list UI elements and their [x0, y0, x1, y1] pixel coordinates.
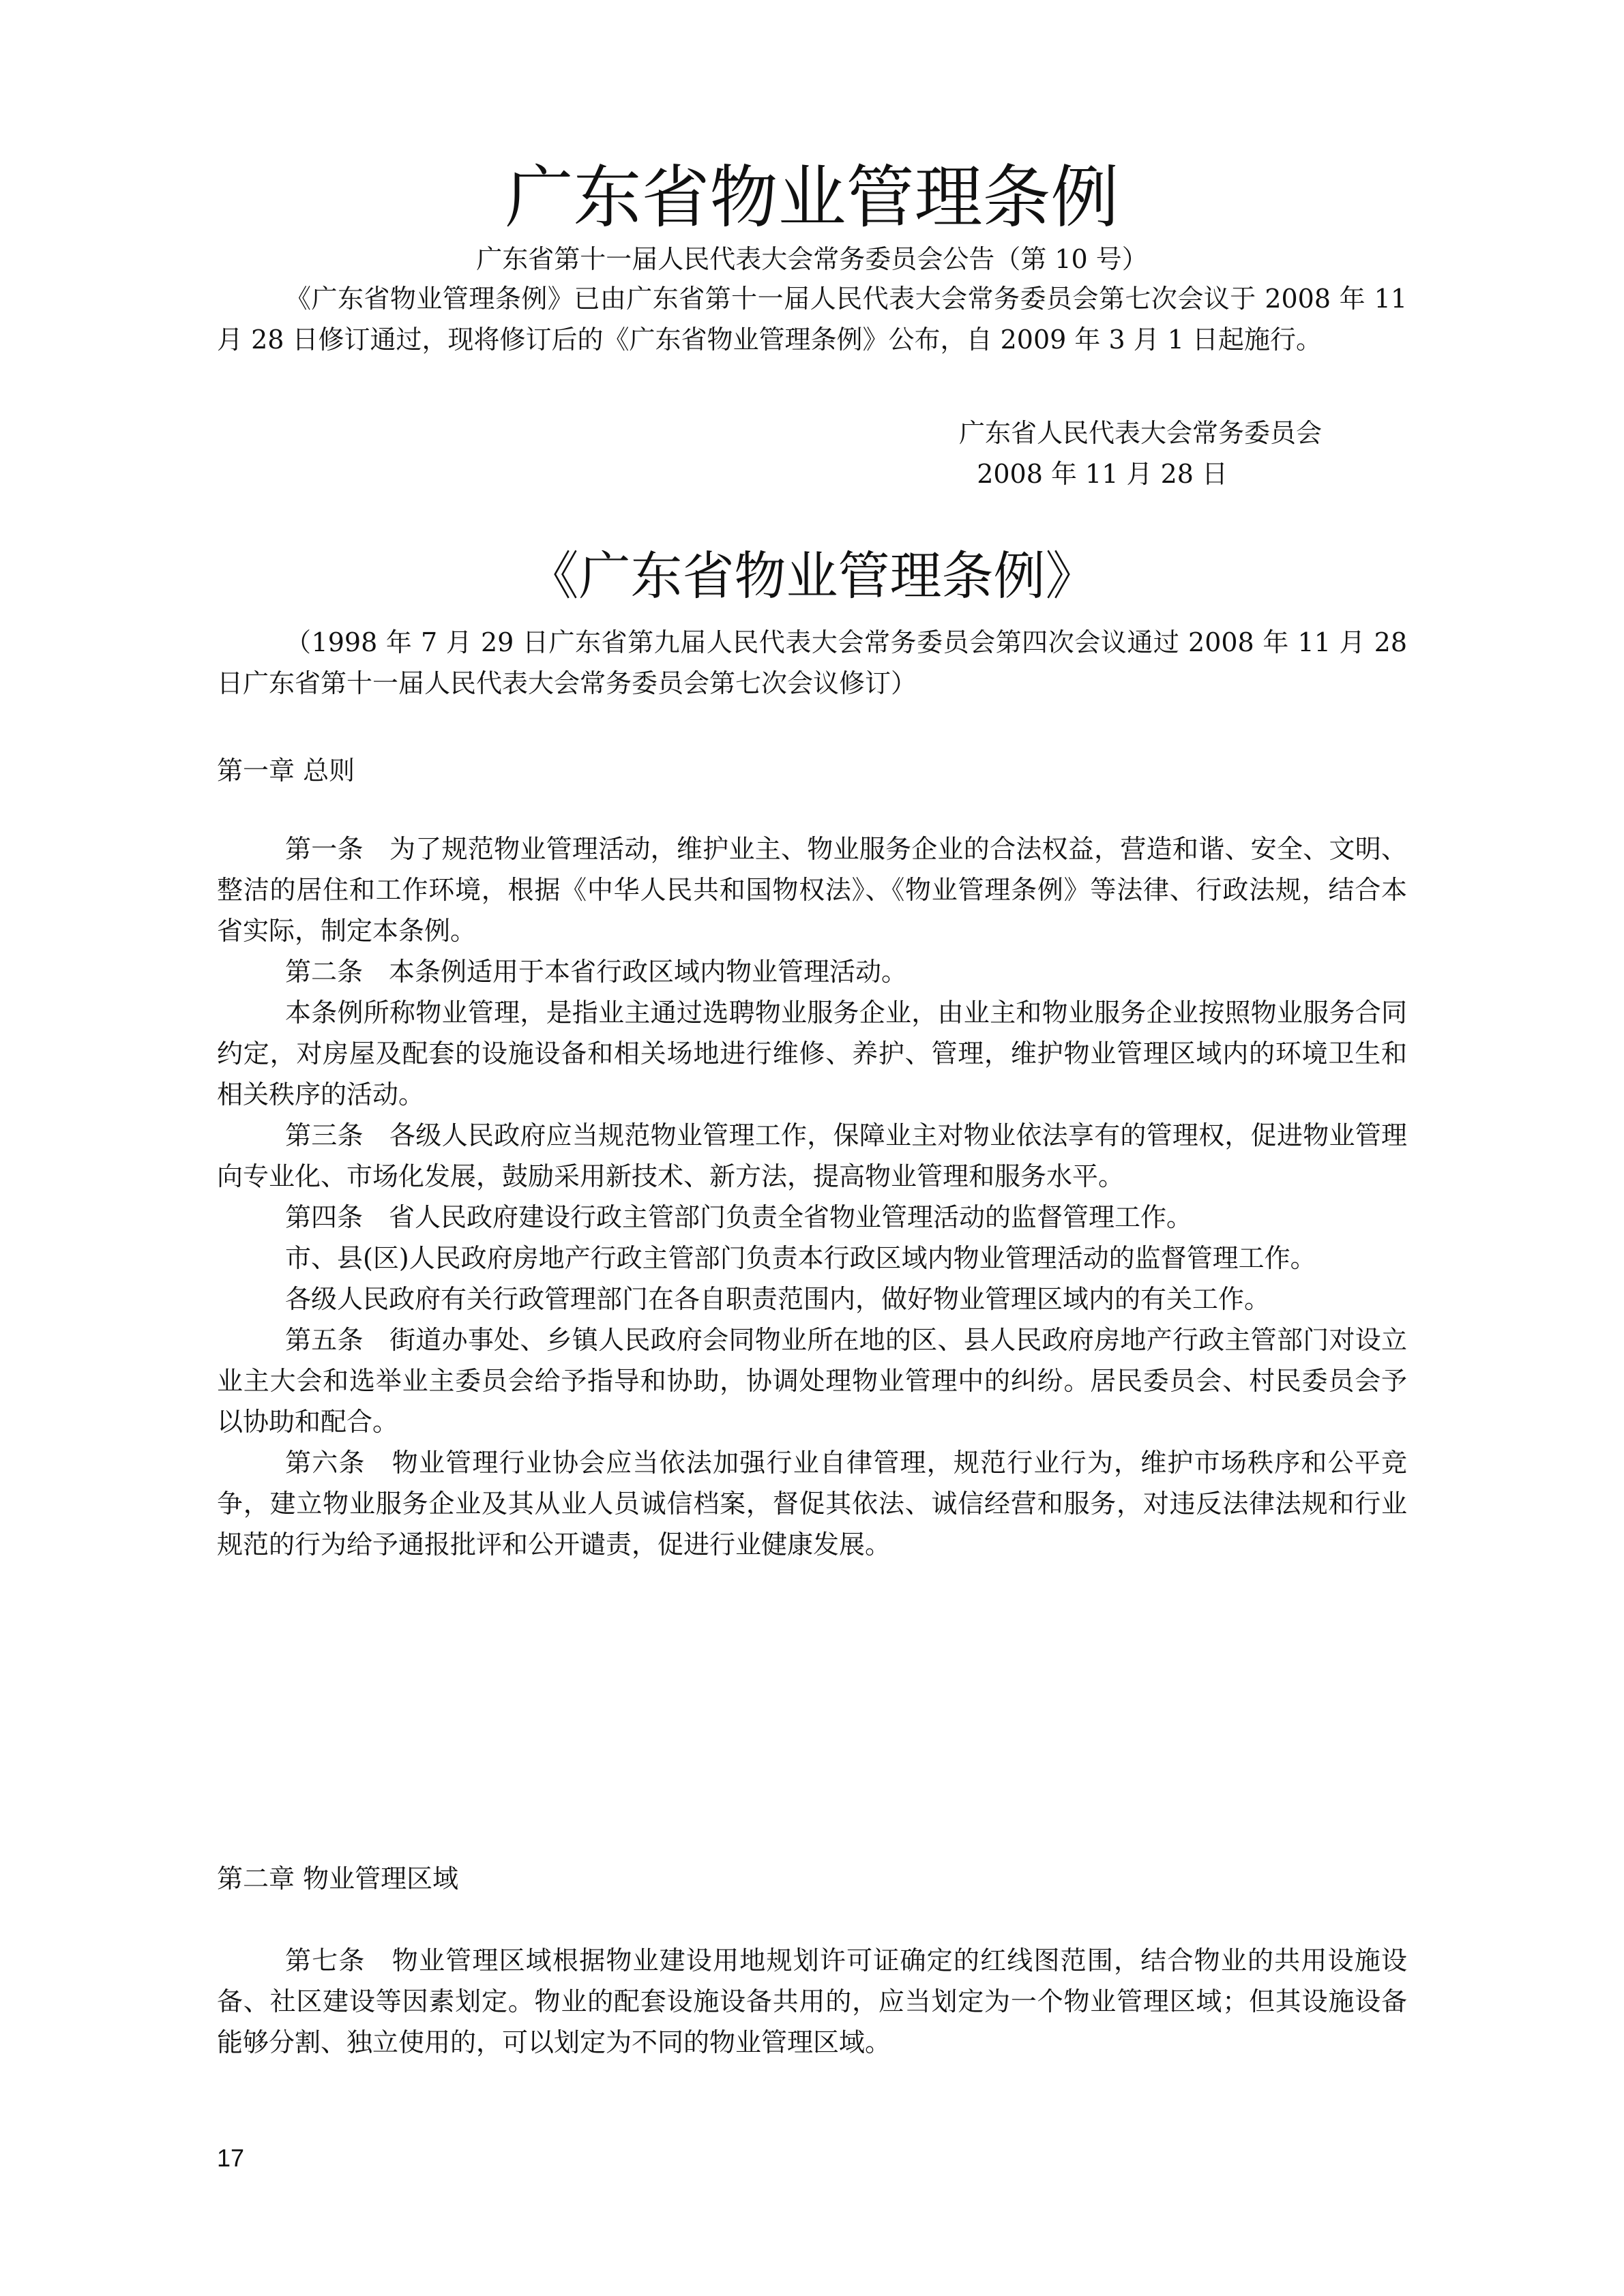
page-number: 17 — [217, 2144, 245, 2172]
announcement-body: 《广东省物业管理条例》已由广东省第十一届人民代表大会常务委员会第七次会议于 2008 年 11 月 28 日修订通过，现将修订后的《广东省物业管理条例》公布，自 2009 年 3 月 1 日起施行。 — [217, 284, 1407, 355]
announcement-heading: 广东省第十一届人民代表大会常务委员会公告（第 10 号） — [476, 244, 1148, 274]
article-paragraph: 第一条 为了规范物业管理活动，维护业主、物业服务企业的合法权益，营造和谐、安全、文明、整洁的居住和工作环境，根据《中华人民共和国物权法》、《物业管理条例》等法律、行政法规，结合本省实际，制定本条例。 — [217, 834, 1407, 946]
chapter-1-articles — [217, 829, 1407, 1565]
article-paragraph: 第五条 街道办事处、乡镇人民政府会同物业所在地的区、县人民政府房地产行政主管部门对设立业主大会和选举业主委员会给予指导和协助，协调处理物业管理中的纠纷。居民委员会、村民委员会予以协助和配合。 — [217, 1325, 1407, 1437]
chapter-heading: 第二章 物业管理区域 — [217, 1864, 459, 1894]
main-title: 广东省物业管理条例 — [505, 158, 1119, 237]
article-paragraph: 第七条 物业管理区域根据物业建设用地规划许可证确定的红线图范围，结合物业的共用设施设备、社区建设等因素划定。物业的配套设施设备共用的，应当划定为一个物业管理区域；但其设施设备能够分割、独立使用的，可以划定为不同的物业管理区域。 — [217, 1945, 1407, 2057]
announcement-signer: 广东省人民代表大会常务委员会 — [958, 418, 1322, 448]
article-paragraph: 第二条 本条例适用于本省行政区域内物业管理活动。 — [285, 957, 908, 987]
article-paragraph: 第三条 各级人民政府应当规范物业管理工作，保障业主对物业依法享有的管理权，促进物业管理向专业化、市场化发展，鼓励采用新技术、新方法，提高物业管理和服务水平。 — [217, 1120, 1407, 1191]
regulation-history: （1998 年 7 月 29 日广东省第九届人民代表大会常务委员会第四次会议通过 2008 年 11 月 28 日广东省第十一届人民代表大会常务委员会第七次会议修订） — [217, 627, 1407, 698]
article-paragraph: 第四条 省人民政府建设行政主管部门负责全省物业管理活动的监督管理工作。 — [285, 1202, 1193, 1232]
chapter-2-articles — [217, 1940, 1407, 2063]
article-paragraph: 本条例所称物业管理，是指业主通过选聘物业服务企业，由业主和物业服务企业按照物业服务合同约定，对房屋及配套的设施设备和相关场地进行维修、养护、管理，维护物业管理区域内的环境卫生和相关秩序的活动。 — [217, 998, 1407, 1109]
article-paragraph: 市、县(区)人民政府房地产行政主管部门负责本行政区域内物业管理活动的监督管理工作。 — [285, 1243, 1316, 1273]
announcement-date: 2008 年 11 月 28 日 — [977, 459, 1228, 489]
regulation-title: 《广东省物业管理条例》 — [527, 546, 1097, 606]
article-paragraph: 各级人民政府有关行政管理部门在各自职责范围内，做好物业管理区域内的有关工作。 — [285, 1284, 1271, 1314]
article-paragraph: 第六条 物业管理行业协会应当依法加强行业自律管理，规范行业行为，维护市场秩序和公平竞争，建立物业服务企业及其从业人员诚信档案，督促其依法、诚信经营和服务，对违反法律法规和行业规范的行为给予通报批评和公开谴责，促进行业健康发展。 — [217, 1448, 1407, 1560]
chapter-heading: 第一章 总则 — [217, 756, 355, 786]
